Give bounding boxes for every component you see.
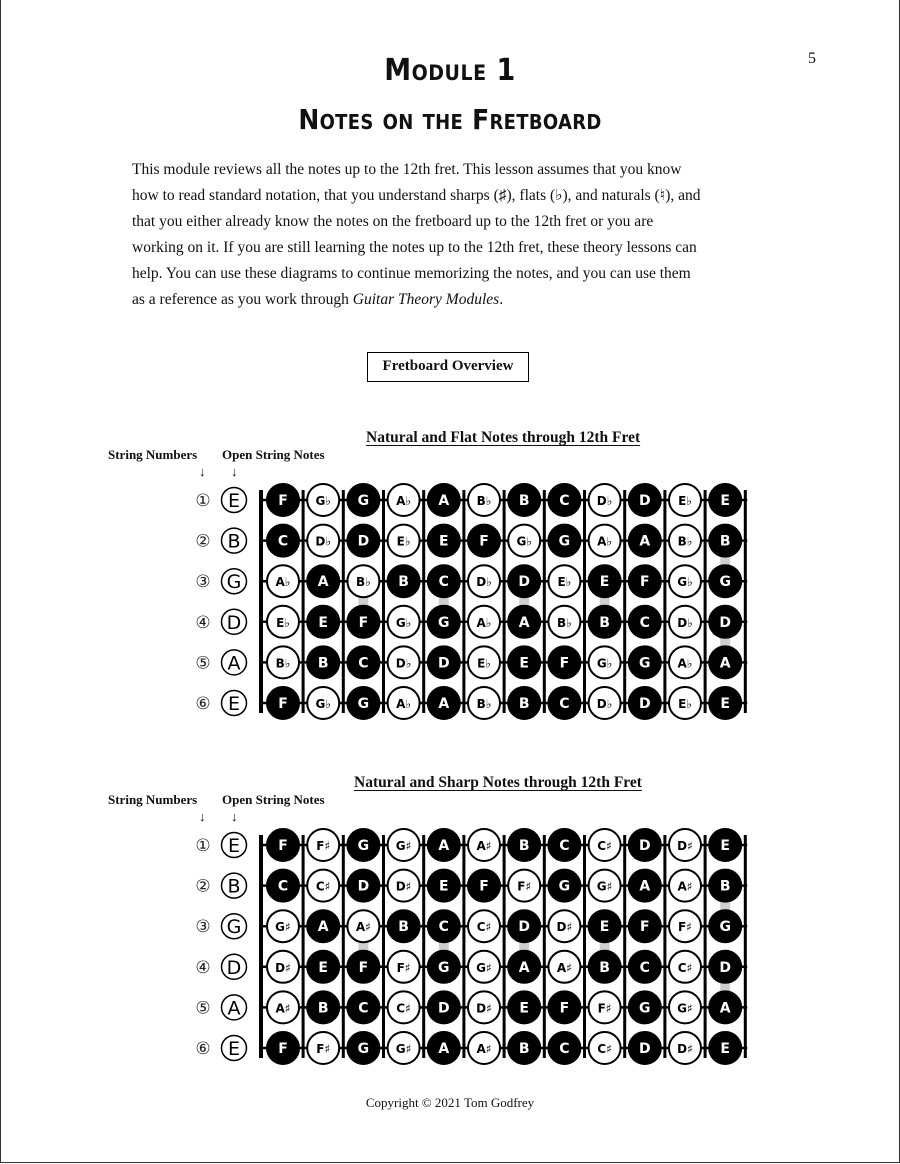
note-label: B♭ <box>476 494 492 508</box>
string-number: ⑥ <box>195 1039 211 1059</box>
string-number: ② <box>195 876 211 897</box>
diagram-title: Natural and Sharp Notes through 12th Fret <box>354 774 642 791</box>
note-label: D <box>719 614 732 631</box>
note-label: G <box>558 878 571 895</box>
note-label: A <box>317 574 329 591</box>
note-label: D <box>437 1000 450 1017</box>
note-label: B <box>599 614 610 631</box>
note-label: G <box>357 1041 370 1057</box>
fretboard-svg <box>0 425 900 725</box>
open-string-notes-label: Open String Notes <box>222 792 325 807</box>
fret-line <box>583 490 586 713</box>
copyright: Copyright © 2021 Tom Godfrey <box>365 1095 535 1110</box>
note-label: A <box>518 614 530 631</box>
note-label: F <box>278 696 288 712</box>
note-label: B♭ <box>556 615 572 630</box>
note-label: F♯ <box>316 839 331 853</box>
note-label: E <box>720 696 730 712</box>
note-label: G♯ <box>677 1001 693 1016</box>
note-label: C <box>639 959 650 976</box>
note-label: D <box>638 493 651 509</box>
page-number: 5 <box>808 50 816 67</box>
open-string-notes-label: Open String Notes <box>222 447 325 462</box>
note-label: B <box>518 838 530 854</box>
note-label: C♯ <box>597 839 612 853</box>
note-label: G♯ <box>395 1042 412 1056</box>
note-label: B <box>398 919 409 936</box>
note-label: E <box>720 1041 730 1057</box>
note-label: E♭ <box>477 656 491 671</box>
note-label: F♯ <box>597 1001 612 1016</box>
string-number: ③ <box>195 572 211 593</box>
open-note-label: G <box>226 916 242 939</box>
intro-paragraph <box>132 157 782 313</box>
note-label: D <box>638 696 651 712</box>
note-label: B <box>317 655 329 672</box>
note-label: G♯ <box>395 839 412 853</box>
intro-text: as a reference as you work through <box>132 291 353 308</box>
note-label: F <box>559 655 570 672</box>
note-label: A <box>719 655 731 672</box>
intro-line: help. You can use these diagrams to continue memorizing the notes, and you can use them <box>132 265 691 282</box>
note-label: A♭ <box>275 575 291 590</box>
nut <box>259 490 263 713</box>
note-label: D <box>518 919 531 936</box>
note-label: G♯ <box>596 879 613 894</box>
fret-line <box>744 835 747 1058</box>
note-label: F♯ <box>677 920 693 935</box>
fret-line <box>543 835 546 1058</box>
note-label: C <box>438 574 449 591</box>
note-label: D♭ <box>677 615 693 630</box>
nut <box>259 835 263 1058</box>
note-label: D <box>357 533 370 550</box>
note-label: D <box>518 574 531 591</box>
note-label: A♭ <box>476 615 492 630</box>
note-label: F <box>278 493 288 509</box>
note-label: A <box>518 959 530 976</box>
note-label: D <box>357 878 370 895</box>
note-label: A <box>438 1041 450 1057</box>
note-label: A♯ <box>476 839 492 853</box>
note-label: D♯ <box>275 960 291 975</box>
intro-line <box>132 287 782 313</box>
fret-line <box>663 835 666 1058</box>
string-numbers-label: String Numbers <box>108 447 198 462</box>
note-label: G <box>639 1000 651 1017</box>
note-label: D♭ <box>596 494 613 508</box>
note-label: E <box>519 1000 529 1017</box>
fret-line <box>302 490 305 713</box>
note-label: G♯ <box>275 920 291 935</box>
note-label: D♯ <box>677 839 693 853</box>
note-label: B <box>518 493 530 509</box>
fret-line <box>462 835 465 1058</box>
note-label: A <box>438 493 450 509</box>
note-label: G♭ <box>395 615 412 630</box>
open-note-label: D <box>226 611 242 634</box>
note-label: D♭ <box>395 656 412 671</box>
intro-line: how to read standard notation, that you understand sharps (♯), flats (♭), and naturals (♮), and <box>132 187 701 204</box>
note-label: E♭ <box>678 697 692 711</box>
open-note-label: D <box>226 956 242 979</box>
note-label: D♯ <box>556 920 573 935</box>
open-note-label: A <box>227 997 241 1020</box>
intro-line: that you either already know the notes on the fretboard up to the 12th fret or you are <box>132 213 654 230</box>
fret-line <box>663 490 666 713</box>
note-label: B <box>398 574 409 591</box>
fret-line <box>342 490 345 713</box>
note-label: A♭ <box>396 494 412 508</box>
note-label: F <box>358 959 369 976</box>
note-label: G <box>438 959 450 976</box>
note-label: E <box>318 614 328 631</box>
string-numbers-label: String Numbers <box>108 792 198 807</box>
note-label: C <box>438 919 449 936</box>
fret-line <box>503 835 506 1058</box>
note-label: C♯ <box>476 920 492 935</box>
note-label: E <box>439 878 449 895</box>
note-label: F♯ <box>396 960 411 975</box>
note-label: B♭ <box>275 656 291 671</box>
note-label: E <box>720 493 730 509</box>
note-label: F <box>278 1041 288 1057</box>
fret-line <box>382 490 385 713</box>
note-label: D♯ <box>395 879 412 894</box>
note-label: B <box>599 959 610 976</box>
note-label: A♯ <box>677 879 693 894</box>
page-title: Notes on the Fretboard <box>298 103 602 136</box>
note-label: D♯ <box>677 1042 693 1056</box>
note-label: G <box>639 655 651 672</box>
note-label: D♭ <box>315 534 332 549</box>
note-label: G♭ <box>315 494 331 508</box>
note-label: G♭ <box>315 697 331 711</box>
fretboard-diagram-sharps <box>0 770 900 1070</box>
note-label: G <box>719 919 731 936</box>
note-label: B <box>719 533 731 550</box>
open-note-label: E <box>227 490 241 512</box>
note-label: F <box>479 533 489 550</box>
note-label: F <box>479 878 489 895</box>
note-label: E♭ <box>678 494 692 508</box>
note-label: B <box>719 878 731 895</box>
note-label: C <box>639 614 650 631</box>
fret-line <box>623 490 626 713</box>
note-label: C <box>559 838 570 854</box>
note-label: A♭ <box>677 656 693 671</box>
note-label: E♭ <box>557 575 572 590</box>
string-number: ① <box>195 836 211 856</box>
string-number: ⑤ <box>195 653 211 674</box>
fret-line <box>342 835 345 1058</box>
fret-line <box>422 835 425 1058</box>
note-label: D <box>638 1041 651 1057</box>
note-label: F <box>278 838 288 854</box>
note-label: G <box>357 838 370 854</box>
fretboard-diagram-flats <box>0 425 900 725</box>
note-label: G <box>558 533 571 550</box>
fret-line <box>422 490 425 713</box>
string-number: ① <box>195 491 211 511</box>
note-label: A♯ <box>556 960 572 975</box>
note-label: E <box>318 959 328 976</box>
note-label: A♯ <box>275 1001 291 1016</box>
string-number: ④ <box>195 957 211 978</box>
note-label: A <box>639 533 651 550</box>
note-label: B <box>518 696 530 712</box>
diagram-title: Natural and Flat Notes through 12th Fret <box>366 429 641 446</box>
note-label: C <box>358 1000 369 1017</box>
note-label: C <box>559 1041 570 1057</box>
note-label: G♭ <box>516 534 532 549</box>
module-title: Module 1 <box>384 53 516 88</box>
string-number: ⑤ <box>195 998 211 1019</box>
note-label: C♯ <box>315 879 331 894</box>
note-label: C <box>559 493 570 509</box>
open-note-label: E <box>227 1038 241 1060</box>
note-label: A♭ <box>597 534 613 549</box>
arrow-down-icon: ↓ <box>231 809 238 824</box>
string-number: ⑥ <box>195 694 211 714</box>
note-label: G <box>719 574 731 591</box>
fret-line <box>543 490 546 713</box>
book-title: Guitar Theory Modules <box>352 291 500 308</box>
note-label: A <box>317 919 329 936</box>
string-number: ④ <box>195 612 211 633</box>
fret-line <box>503 490 506 713</box>
note-label: C♯ <box>597 1042 612 1056</box>
fret-line <box>704 835 707 1058</box>
fretboard-svg <box>0 770 900 1070</box>
note-label: C <box>559 696 570 712</box>
note-label: B♭ <box>677 534 693 549</box>
note-label: G <box>438 614 450 631</box>
note-label: F <box>640 574 650 591</box>
note-label: D <box>638 838 651 854</box>
note-label: E♭ <box>396 534 411 549</box>
fretboard-overview-heading: Fretboard Overview <box>367 352 529 382</box>
arrow-down-icon: ↓ <box>231 464 238 479</box>
note-label: B <box>518 1041 530 1057</box>
note-label: A <box>438 696 450 712</box>
intro-text: . <box>499 291 504 308</box>
note-label: G <box>357 696 370 712</box>
fret-line <box>704 490 707 713</box>
open-note-label: A <box>227 652 241 675</box>
arrow-down-icon: ↓ <box>199 464 206 479</box>
fret-line <box>302 835 305 1058</box>
note-label: G♯ <box>476 960 492 975</box>
note-label: A♭ <box>396 697 412 711</box>
open-note-label: E <box>227 835 241 857</box>
note-label: G♭ <box>677 575 693 590</box>
note-label: C <box>277 533 289 550</box>
intro-line: This module reviews all the notes up to the 12th fret. This lesson assumes that you know <box>132 161 682 178</box>
note-label: D <box>719 959 732 976</box>
note-label: B♭ <box>355 575 371 590</box>
note-label: D♯ <box>476 1001 492 1016</box>
note-label: A♯ <box>355 920 371 935</box>
string-number: ② <box>195 531 211 552</box>
note-label: C♯ <box>396 1001 411 1016</box>
open-note-label: B <box>227 875 241 898</box>
note-label: F♯ <box>316 1042 331 1056</box>
fret-line <box>623 835 626 1058</box>
note-label: E <box>720 838 730 854</box>
note-label: F <box>640 919 650 936</box>
note-label: A <box>719 1000 731 1017</box>
note-label: C♯ <box>677 960 693 975</box>
note-label: B <box>317 1000 329 1017</box>
fret-line <box>583 835 586 1058</box>
note-label: E <box>439 533 449 550</box>
note-label: A <box>639 878 651 895</box>
open-note-label: B <box>227 530 241 553</box>
note-label: E <box>599 574 610 591</box>
note-label: F♯ <box>517 879 532 894</box>
fret-line <box>462 490 465 713</box>
fret-line <box>744 490 747 713</box>
note-label: D♭ <box>596 697 613 711</box>
note-label: E <box>519 655 529 672</box>
note-label: D <box>437 655 450 672</box>
note-label: A <box>438 838 450 854</box>
fret-line <box>382 835 385 1058</box>
note-label: A♯ <box>476 1042 492 1056</box>
note-label: E <box>599 919 610 936</box>
note-label: D♭ <box>476 575 492 590</box>
string-number: ③ <box>195 917 211 938</box>
note-label: G <box>357 493 370 509</box>
open-note-label: G <box>226 571 242 594</box>
open-note-label: E <box>227 693 241 715</box>
note-label: E♭ <box>276 615 290 630</box>
arrow-down-icon: ↓ <box>199 809 206 824</box>
note-label: C <box>277 878 289 895</box>
intro-line: working on it. If you are still learning the notes up to the 12th fret, these theory lessons can <box>132 239 697 256</box>
note-label: B♭ <box>476 697 492 711</box>
note-label: F <box>358 614 369 631</box>
note-label: F <box>559 1000 570 1017</box>
note-label: C <box>358 655 369 672</box>
note-label: G♭ <box>596 656 613 671</box>
